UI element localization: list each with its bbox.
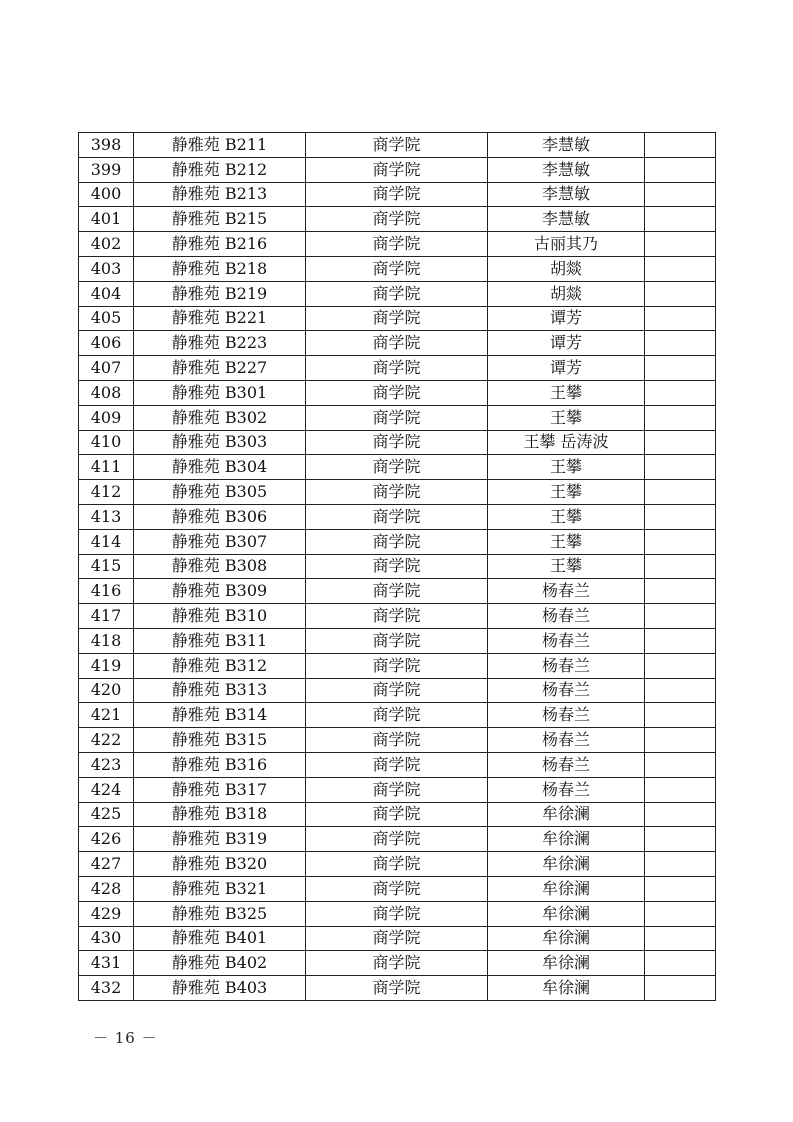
college-cell: 商学院 (306, 653, 488, 678)
row-number-cell: 432 (79, 976, 134, 1001)
remark-cell (645, 232, 716, 257)
table-row (79, 827, 716, 852)
table-row (79, 281, 716, 306)
college-cell: 商学院 (306, 256, 488, 281)
counselor-name-cell: 王攀 (488, 455, 645, 480)
room-cell: 静雅苑 B315 (134, 728, 306, 753)
counselor-name-cell: 杨春兰 (488, 752, 645, 777)
table-row (79, 703, 716, 728)
table-row (79, 554, 716, 579)
remark-cell (645, 926, 716, 951)
college-cell: 商学院 (306, 133, 488, 158)
room-cell: 静雅苑 B318 (134, 802, 306, 827)
remark-cell (645, 876, 716, 901)
counselor-name-cell: 谭芳 (488, 331, 645, 356)
row-number-cell: 398 (79, 133, 134, 158)
room-cell: 静雅苑 B308 (134, 554, 306, 579)
counselor-name-cell: 牟徐澜 (488, 951, 645, 976)
remark-cell (645, 678, 716, 703)
remark-cell (645, 728, 716, 753)
table-row (79, 430, 716, 455)
table-row (79, 976, 716, 1001)
table-row (79, 455, 716, 480)
counselor-name-cell: 杨春兰 (488, 703, 645, 728)
counselor-name-cell: 杨春兰 (488, 728, 645, 753)
row-number-cell: 408 (79, 380, 134, 405)
room-cell: 静雅苑 B312 (134, 653, 306, 678)
room-cell: 静雅苑 B403 (134, 976, 306, 1001)
room-cell: 静雅苑 B401 (134, 926, 306, 951)
room-cell: 静雅苑 B211 (134, 133, 306, 158)
remark-cell (645, 430, 716, 455)
row-number-cell: 404 (79, 281, 134, 306)
room-cell: 静雅苑 B313 (134, 678, 306, 703)
remark-cell (645, 827, 716, 852)
table-row (79, 876, 716, 901)
remark-cell (645, 777, 716, 802)
remark-cell (645, 207, 716, 232)
room-cell: 静雅苑 B215 (134, 207, 306, 232)
remark-cell (645, 529, 716, 554)
counselor-name-cell: 李慧敏 (488, 133, 645, 158)
remark-cell (645, 752, 716, 777)
table-row (79, 678, 716, 703)
room-cell: 静雅苑 B314 (134, 703, 306, 728)
counselor-name-cell: 王攀 (488, 554, 645, 579)
table-row (79, 331, 716, 356)
room-cell: 静雅苑 B221 (134, 306, 306, 331)
remark-cell (645, 852, 716, 877)
college-cell: 商学院 (306, 604, 488, 629)
college-cell: 商学院 (306, 430, 488, 455)
counselor-name-cell: 杨春兰 (488, 628, 645, 653)
row-number-cell: 402 (79, 232, 134, 257)
college-cell: 商学院 (306, 802, 488, 827)
row-number-cell: 427 (79, 852, 134, 877)
table-row (79, 306, 716, 331)
remark-cell (645, 976, 716, 1001)
row-number-cell: 423 (79, 752, 134, 777)
counselor-name-cell: 牟徐澜 (488, 852, 645, 877)
college-cell: 商学院 (306, 728, 488, 753)
counselor-name-cell: 谭芳 (488, 356, 645, 381)
college-cell: 商学院 (306, 380, 488, 405)
room-cell: 静雅苑 B402 (134, 951, 306, 976)
counselor-name-cell: 杨春兰 (488, 604, 645, 629)
remark-cell (645, 380, 716, 405)
counselor-name-cell: 王攀 (488, 405, 645, 430)
remark-cell (645, 703, 716, 728)
counselor-name-cell: 牟徐澜 (488, 876, 645, 901)
counselor-name-cell: 李慧敏 (488, 157, 645, 182)
table-row (79, 901, 716, 926)
room-cell: 静雅苑 B218 (134, 256, 306, 281)
remark-cell (645, 579, 716, 604)
room-cell: 静雅苑 B305 (134, 480, 306, 505)
counselor-name-cell: 牟徐澜 (488, 827, 645, 852)
college-cell: 商学院 (306, 951, 488, 976)
college-cell: 商学院 (306, 901, 488, 926)
remark-cell (645, 331, 716, 356)
remark-cell (645, 182, 716, 207)
room-cell: 静雅苑 B219 (134, 281, 306, 306)
counselor-name-cell: 李慧敏 (488, 182, 645, 207)
counselor-name-cell: 古丽其乃 (488, 232, 645, 257)
table-row (79, 951, 716, 976)
room-cell: 静雅苑 B223 (134, 331, 306, 356)
room-cell: 静雅苑 B317 (134, 777, 306, 802)
remark-cell (645, 281, 716, 306)
roster-table-body (79, 133, 716, 1001)
college-cell: 商学院 (306, 628, 488, 653)
room-cell: 静雅苑 B304 (134, 455, 306, 480)
row-number-cell: 405 (79, 306, 134, 331)
room-cell: 静雅苑 B310 (134, 604, 306, 629)
counselor-name-cell: 杨春兰 (488, 579, 645, 604)
college-cell: 商学院 (306, 504, 488, 529)
table-row (79, 380, 716, 405)
remark-cell (645, 504, 716, 529)
row-number-cell: 420 (79, 678, 134, 703)
remark-cell (645, 901, 716, 926)
counselor-name-cell: 王攀 岳涛波 (488, 430, 645, 455)
table-row (79, 852, 716, 877)
remark-cell (645, 455, 716, 480)
table-row (79, 480, 716, 505)
page-number: － 16 － (93, 1029, 158, 1047)
table-row (79, 579, 716, 604)
counselor-name-cell: 王攀 (488, 504, 645, 529)
college-cell: 商学院 (306, 876, 488, 901)
table-row (79, 182, 716, 207)
row-number-cell: 424 (79, 777, 134, 802)
college-cell: 商学院 (306, 455, 488, 480)
remark-cell (645, 480, 716, 505)
room-cell: 静雅苑 B325 (134, 901, 306, 926)
college-cell: 商学院 (306, 232, 488, 257)
table-row (79, 356, 716, 381)
row-number-cell: 410 (79, 430, 134, 455)
room-cell: 静雅苑 B301 (134, 380, 306, 405)
college-cell: 商学院 (306, 331, 488, 356)
remark-cell (645, 405, 716, 430)
table-row (79, 653, 716, 678)
college-cell: 商学院 (306, 852, 488, 877)
room-cell: 静雅苑 B306 (134, 504, 306, 529)
counselor-name-cell: 谭芳 (488, 306, 645, 331)
row-number-cell: 406 (79, 331, 134, 356)
room-cell: 静雅苑 B227 (134, 356, 306, 381)
dormitory-roster-table (78, 132, 716, 1001)
table-row (79, 777, 716, 802)
table-row (79, 207, 716, 232)
row-number-cell: 428 (79, 876, 134, 901)
row-number-cell: 422 (79, 728, 134, 753)
college-cell: 商学院 (306, 306, 488, 331)
counselor-name-cell: 牟徐澜 (488, 926, 645, 951)
room-cell: 静雅苑 B319 (134, 827, 306, 852)
row-number-cell: 413 (79, 504, 134, 529)
remark-cell (645, 554, 716, 579)
college-cell: 商学院 (306, 976, 488, 1001)
college-cell: 商学院 (306, 157, 488, 182)
row-number-cell: 407 (79, 356, 134, 381)
remark-cell (645, 133, 716, 158)
table-row (79, 405, 716, 430)
row-number-cell: 416 (79, 579, 134, 604)
remark-cell (645, 802, 716, 827)
row-number-cell: 430 (79, 926, 134, 951)
remark-cell (645, 653, 716, 678)
row-number-cell: 426 (79, 827, 134, 852)
college-cell: 商学院 (306, 356, 488, 381)
table-row (79, 256, 716, 281)
counselor-name-cell: 胡燚 (488, 256, 645, 281)
row-number-cell: 415 (79, 554, 134, 579)
row-number-cell: 399 (79, 157, 134, 182)
table-row (79, 926, 716, 951)
table-row (79, 728, 716, 753)
college-cell: 商学院 (306, 926, 488, 951)
row-number-cell: 403 (79, 256, 134, 281)
table-row (79, 133, 716, 158)
college-cell: 商学院 (306, 579, 488, 604)
remark-cell (645, 951, 716, 976)
counselor-name-cell: 牟徐澜 (488, 802, 645, 827)
counselor-name-cell: 杨春兰 (488, 653, 645, 678)
row-number-cell: 412 (79, 480, 134, 505)
college-cell: 商学院 (306, 182, 488, 207)
row-number-cell: 418 (79, 628, 134, 653)
room-cell: 静雅苑 B311 (134, 628, 306, 653)
counselor-name-cell: 牟徐澜 (488, 976, 645, 1001)
remark-cell (645, 628, 716, 653)
table-row (79, 157, 716, 182)
row-number-cell: 425 (79, 802, 134, 827)
table-row (79, 802, 716, 827)
college-cell: 商学院 (306, 405, 488, 430)
room-cell: 静雅苑 B307 (134, 529, 306, 554)
table-row (79, 752, 716, 777)
college-cell: 商学院 (306, 281, 488, 306)
row-number-cell: 431 (79, 951, 134, 976)
college-cell: 商学院 (306, 703, 488, 728)
row-number-cell: 401 (79, 207, 134, 232)
row-number-cell: 409 (79, 405, 134, 430)
college-cell: 商学院 (306, 480, 488, 505)
room-cell: 静雅苑 B212 (134, 157, 306, 182)
college-cell: 商学院 (306, 678, 488, 703)
row-number-cell: 417 (79, 604, 134, 629)
row-number-cell: 429 (79, 901, 134, 926)
row-number-cell: 414 (79, 529, 134, 554)
college-cell: 商学院 (306, 777, 488, 802)
counselor-name-cell: 王攀 (488, 380, 645, 405)
room-cell: 静雅苑 B320 (134, 852, 306, 877)
room-cell: 静雅苑 B216 (134, 232, 306, 257)
row-number-cell: 421 (79, 703, 134, 728)
room-cell: 静雅苑 B303 (134, 430, 306, 455)
table-row (79, 604, 716, 629)
college-cell: 商学院 (306, 529, 488, 554)
room-cell: 静雅苑 B321 (134, 876, 306, 901)
table-row (79, 504, 716, 529)
college-cell: 商学院 (306, 752, 488, 777)
room-cell: 静雅苑 B309 (134, 579, 306, 604)
college-cell: 商学院 (306, 207, 488, 232)
table-row (79, 529, 716, 554)
row-number-cell: 411 (79, 455, 134, 480)
row-number-cell: 419 (79, 653, 134, 678)
remark-cell (645, 256, 716, 281)
counselor-name-cell: 王攀 (488, 529, 645, 554)
row-number-cell: 400 (79, 182, 134, 207)
remark-cell (645, 604, 716, 629)
room-cell: 静雅苑 B213 (134, 182, 306, 207)
counselor-name-cell: 王攀 (488, 480, 645, 505)
counselor-name-cell: 杨春兰 (488, 678, 645, 703)
remark-cell (645, 356, 716, 381)
table-row (79, 628, 716, 653)
room-cell: 静雅苑 B302 (134, 405, 306, 430)
college-cell: 商学院 (306, 554, 488, 579)
counselor-name-cell: 牟徐澜 (488, 901, 645, 926)
counselor-name-cell: 杨春兰 (488, 777, 645, 802)
remark-cell (645, 306, 716, 331)
remark-cell (645, 157, 716, 182)
college-cell: 商学院 (306, 827, 488, 852)
table-row (79, 232, 716, 257)
room-cell: 静雅苑 B316 (134, 752, 306, 777)
counselor-name-cell: 胡燚 (488, 281, 645, 306)
counselor-name-cell: 李慧敏 (488, 207, 645, 232)
